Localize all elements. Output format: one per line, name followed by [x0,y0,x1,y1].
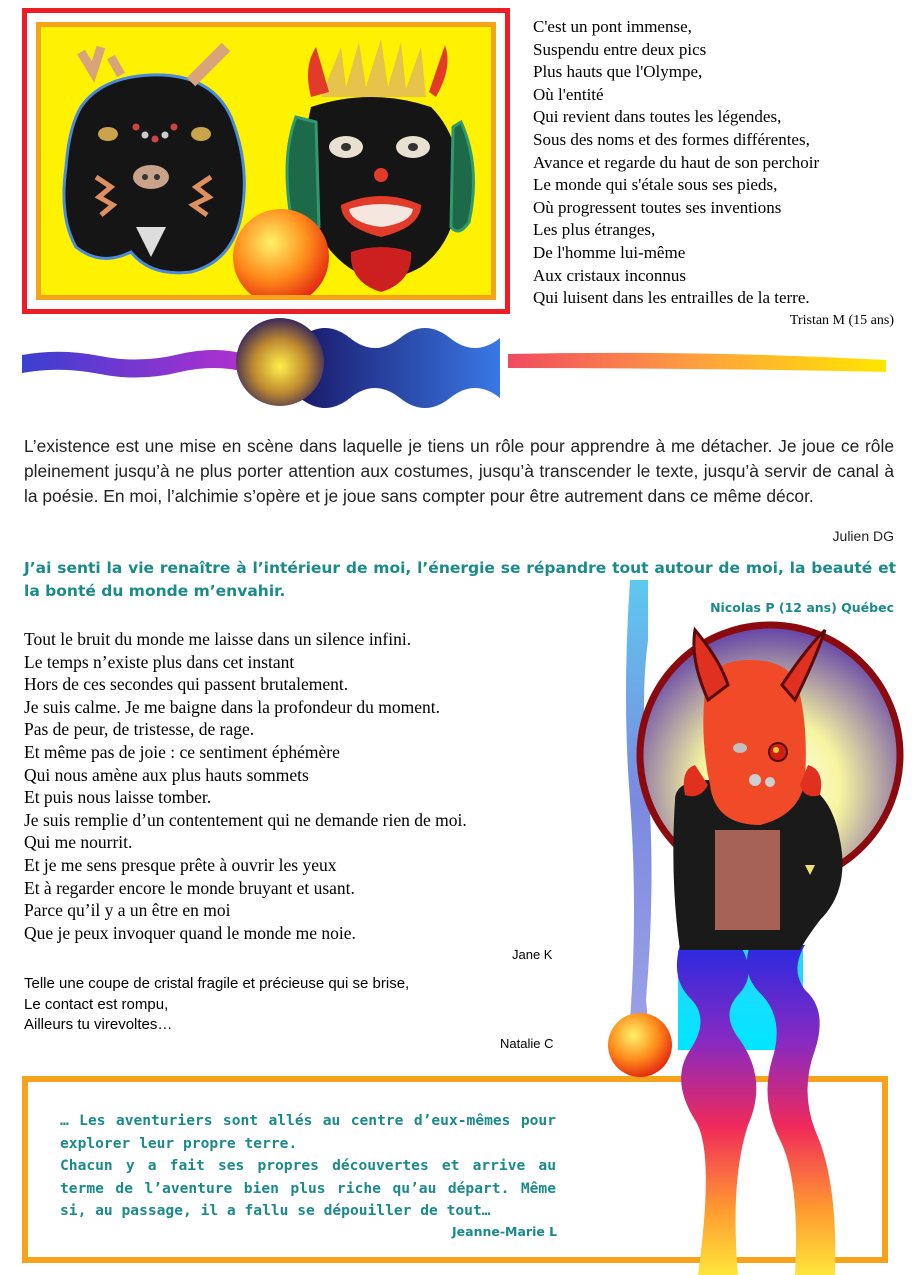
poem-tristan-author: Tristan M (15 ans) [789,313,894,328]
masks-illustration [41,27,496,300]
poem-line: De l'homme lui-même [533,242,686,262]
poem-line: C'est un pont immense, [533,17,692,36]
closing-text-line: … Les aventuriers sont allés au centre d’eux-mêmes pour explorer leur propre terre. [60,1112,556,1152]
poem-line: Et à regarder encore le monde bruyant et usant. [24,877,355,898]
poem-tristan [533,16,913,310]
poem-line: Aux cristaux inconnus [533,265,686,285]
essay-julien: L’existence est une mise en scène dans laquelle je tiens un rôle pour apprendre à me détacher. Je joue ce rôle pleinement jusqu’à ne plus porter attention aux costumes, jusqu’à transcender le texte, jusqu’à servir de canal à la poésie. En moi, l’alchimie s’opère et je joue sans compter pour être autrement dans ce même décor. [24,436,894,506]
poem-line: Suspendu entre deux pics [533,39,707,59]
poem-line: Sous des noms et des formes différentes, [533,129,810,149]
poem-line: Et puis nous laisse tomber. [24,787,212,808]
poem-line: Tout le bruit du monde me laisse dans un silence infini. [24,629,412,649]
decorative-band [0,310,920,410]
closing-text-line: Chacun y a fait ses propres découvertes et arrive au terme de l’aventure bien plus riche qu’au départ. Même si, au passage, il a fallu se dépouiller de tout… [60,1157,556,1219]
poem-jane [24,628,584,944]
devil-figure-artwork [600,580,910,1275]
poem-line: Hors de ces secondes qui passent brutalement. [24,674,349,695]
poem-line: Qui nous amène aux plus hauts sommets [24,764,309,785]
poem-line: Je suis calme. Je me baigne dans la profondeur du moment. [24,696,441,717]
quote-nicolas-author: Nicolas P (12 ans) Québec [710,600,894,615]
poem-line: Je suis remplie d’un contentement qui ne demande rien de moi. [24,809,467,830]
masks-artwork [22,8,510,314]
poem-line: Qui revient dans toutes les légendes, [533,107,782,127]
poem-line: Le temps n’existe plus dans cet instant [24,651,295,672]
poem-line: Le monde qui s'étale sous ses pieds, [533,175,778,195]
closing-text-author: Jeanne-Marie L [452,1224,558,1239]
poem-line: Telle une coupe de cristal fragile et précieuse qui se brise, [24,975,410,992]
poem-line: Qui me nourrit. [24,832,133,853]
poem-line: Et même pas de joie : ce sentiment éphémère [24,741,340,762]
poem-line: Ailleurs tu virevoltes… [24,1016,173,1033]
poem-line: Avance et regarde du haut de son perchoir [533,152,820,172]
quote-nicolas: J’ai senti la vie renaître à l’intérieur de moi, l’énergie se répandre tout autour de moi, la beauté et la bonté du monde m’envahir. [24,559,896,600]
poem-line: Et je me sens presque prête à ouvrir les yeux [24,854,337,875]
essay-julien-author: Julien DG [832,528,894,544]
poem-line: Où progressent toutes ses inventions [533,197,782,217]
closing-text-jeanne-marie [60,1110,556,1223]
poem-line: Plus hauts que l'Olympe, [533,62,703,82]
poem-line: Le contact est rompu, [24,995,169,1013]
poem-natalie-author: Natalie C [500,1036,554,1051]
poem-line: Qui luisent dans les entrailles de la terre. [533,288,810,308]
poem-line: Parce qu’il y a un être en moi [24,900,231,921]
poem-line: Où l'entité [533,84,604,104]
poem-jane-author: Jane K [512,947,553,962]
poem-line: Les plus étranges, [533,220,656,240]
masks-artwork-background [36,22,496,300]
poem-line: Que je peux invoquer quand le monde me noie. [24,922,356,943]
poem-natalie [24,974,504,1036]
poem-line: Pas de peur, de tristesse, de rage. [24,719,255,740]
